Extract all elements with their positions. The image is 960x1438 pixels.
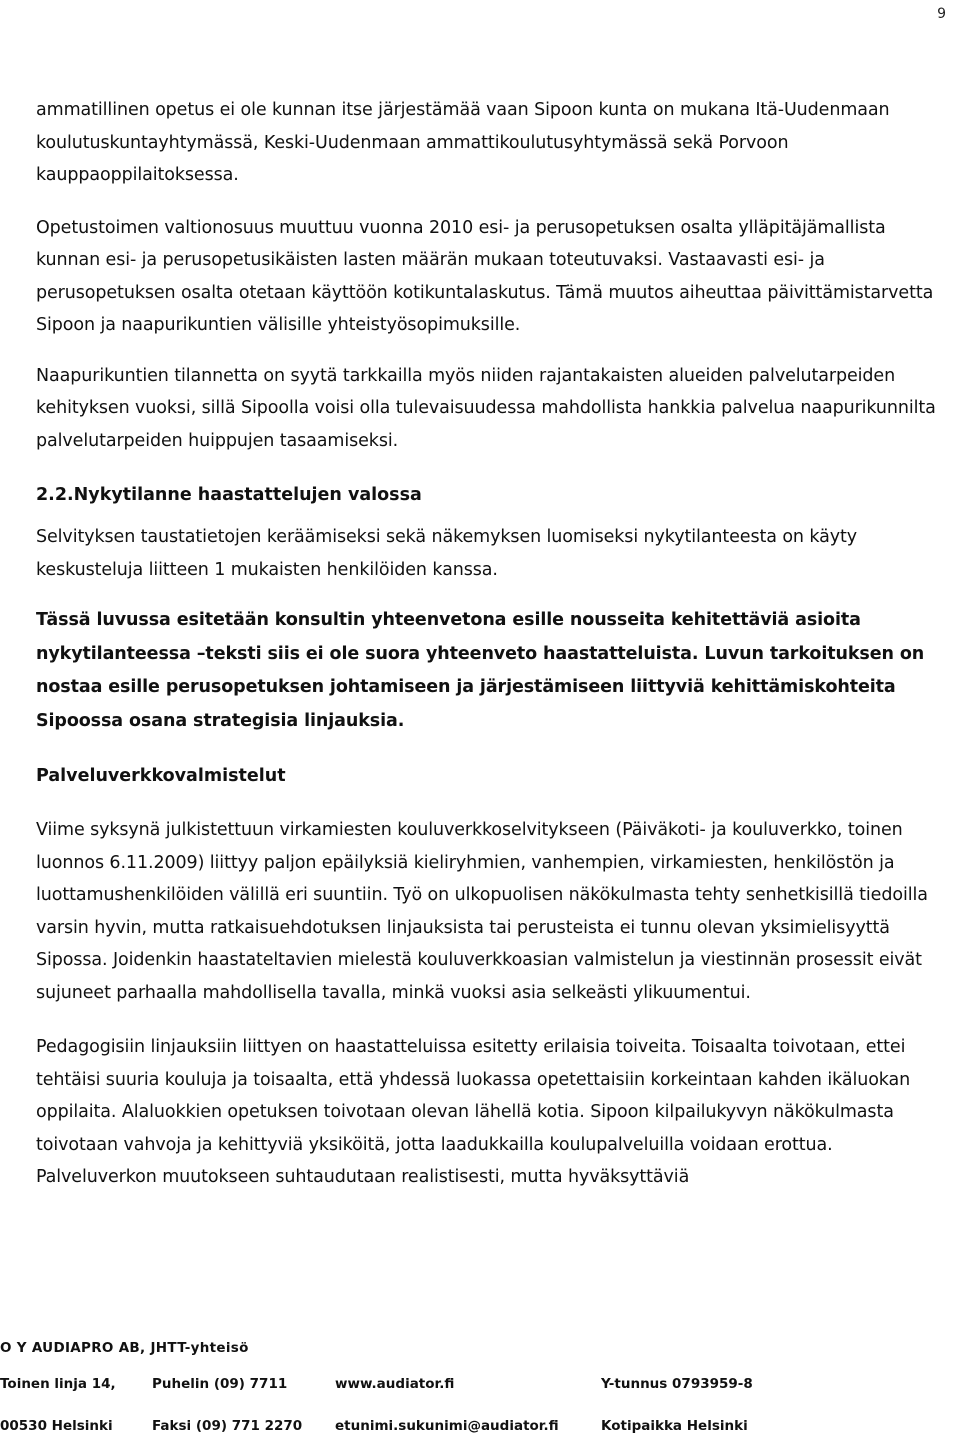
paragraph-vocational-education: ammatillinen opetus ei ole kunnan itse järjestämää vaan Sipoon kunta on mukana Itä-Uudenmaan koulutuskuntayhtymässä, Keski-Uudenmaan ammattikoulutusyhtymässä sekä Porvoon kauppaoppilaitoksessa. [36,100,890,185]
footer-business-id: Y-tunnus 0793959-8 [601,1376,753,1392]
footer-phone: Puhelin (09) 7711 [152,1376,288,1392]
footer-row-1 [0,1376,960,1396]
paragraph-neighbour-municipalities: Naapurikuntien tilannetta on syytä tarkkailla myös niiden rajantakaisten alueiden palvelutarpeiden kehityksen vuoksi, sillä Sipoolla voisi olla tulevaisuudessa mahdollista hankkia palvelua naapurikunnilta palvelutarpeiden huippujen tasaamiseksi. [36,365,936,451]
page-number: 9 [937,6,946,22]
document-body [36,94,952,1194]
footer-fax: Faksi (09) 771 2270 [152,1418,303,1434]
footer-company-name: O Y AUDIAPRO AB, JHTT-yhteisö [0,1340,249,1356]
footer-address-street: Toinen linja 14, [0,1376,116,1392]
paragraph-state-funding: Opetustoimen valtionosuus muuttuu vuonna 2010 esi- ja perusopetuksen osalta ylläpitäjämallista kunnan esi- ja perusopetusikäisten lasten määrän mukaan toteutuvaksi. Vastaavasti esi- ja perusopetuksen osalta otetaan käyttöön kotikuntalaskutus. Tämä muutos aiheuttaa päivittämistarvetta Sipoon ja naapurikuntien välisille yhteistyösopimuksille. [36,217,934,335]
footer-email-link[interactable]: etunimi.sukunimi@audiator.fi [335,1418,559,1434]
subheading-service-network: Palveluverkkovalmistelut [36,766,286,786]
paragraph-pedagogical-guidelines: Pedagogisiin linjauksiin liittyen on haastatteluissa esitetty erilaisia toiveita. Toisaalta toivotaan, ettei tehtäisi suuria kouluja ja toisaalta, että yhdessä luokassa opetettaisiin korkeintaan kahden ikäluokan oppilaita. Alaluokkien opetuksen toivotaan olevan lähellä kotia. Sipoon kilpailukyvyn näkökulmasta toivotaan vahvoja ja kehittyviä yksiköitä, jotta laadukkailla koulupalveluilla voidaan erottua. Palveluverkon muutokseen suhtaudutaan realistisesti, mutta hyväksyttäviä [36,1037,911,1187]
footer-domicile: Kotipaikka Helsinki [601,1418,748,1434]
paragraph-consultant-summary: Tässä luvussa esitetään konsultin yhteenvetona esille nousseita kehitettäviä asioita nykytilanteessa –teksti siis ei ole suora yhteenveto haastatteluista. Luvun tarkoituksen on nostaa esille perusopetuksen johtamiseen ja järjestämiseen liittyviä kehittämiskohteita Sipoossa osana strategisia linjauksia. [36,610,925,731]
footer-website-link[interactable]: www.audiator.fi [335,1376,455,1392]
footer-row-2 [0,1418,960,1438]
paragraph-background-interviews: Selvityksen taustatietojen keräämiseksi sekä näkemyksen luomiseksi nykytilanteesta on käyty keskusteluja liitteen 1 mukaisten henkilöiden kanssa. [36,527,858,580]
paragraph-school-network-report: Viime syksynä julkistettuun virkamiesten kouluverkkoselvitykseen (Päiväkoti- ja kouluverkko, toinen luonnos 6.11.2009) liittyy paljon epäilyksiä kieliryhmien, vanhempien, virkamiesten, henkilöstön ja luottamushenkilöiden välillä eri suuntiin. Työ on ulkopuolisen näkökulmasta tehty senhetkisillä tiedoilla varsin hyvin, mutta ratkaisuehdotuksen linjauksista tai perusteista ei tunnu olevan yksimielisyyttä Sipossa. Joidenkin haastateltavien mielestä kouluverkkoasian valmistelun ja viestinnän prosessit eivät sujuneet parhaalla mahdollisella tavalla, minkä vuoksi asia selkeästi ylikuumentui. [36,820,928,1003]
section-heading: 2.2.Nykytilanne haastattelujen valossa [36,485,422,505]
footer-address-city: 00530 Helsinki [0,1418,113,1434]
